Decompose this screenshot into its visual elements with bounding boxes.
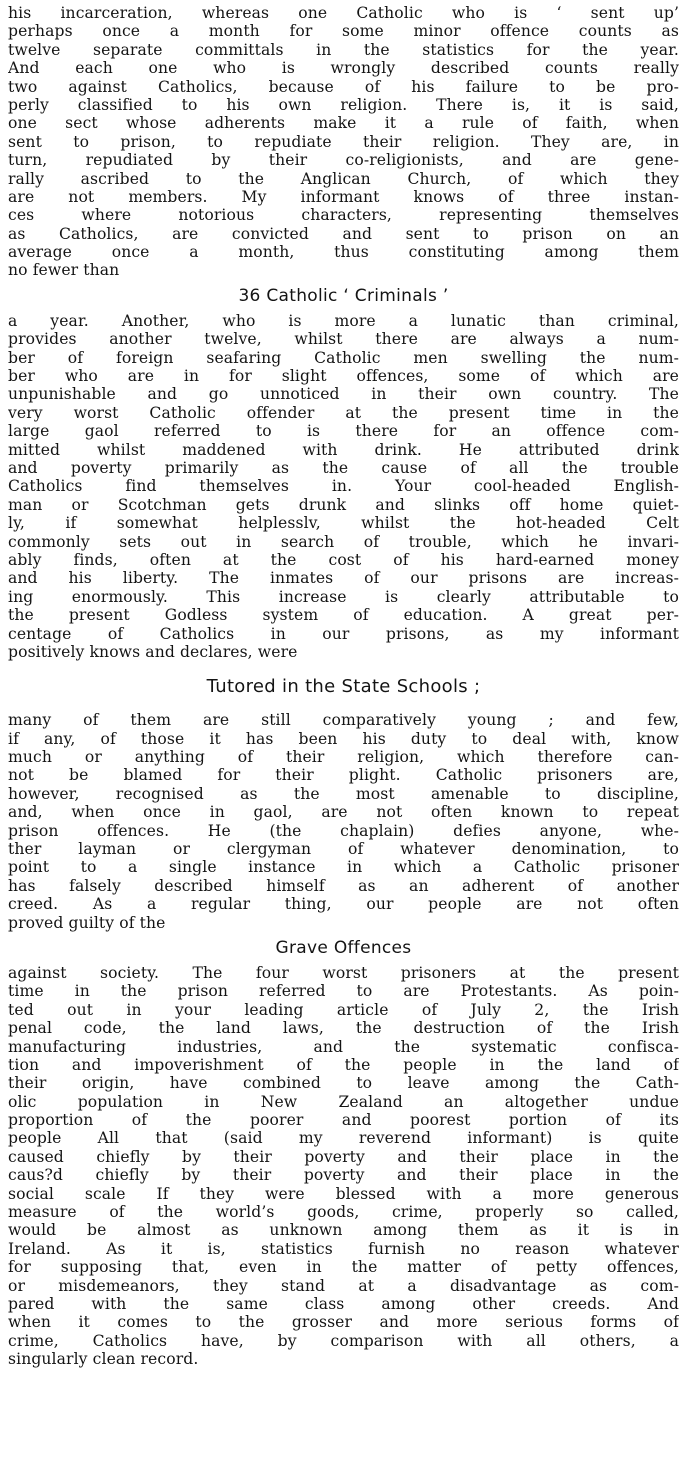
text-line: perly classified to his own religion. There is, it is said, bbox=[8, 95, 679, 114]
text-line: however, recognised as the most amenable to discipline, bbox=[8, 784, 679, 803]
text-line: mitted whilst maddened with drink. He attributed drink bbox=[8, 440, 679, 459]
text-line: are not members. My informant knows of three instan- bbox=[8, 187, 679, 206]
text-line: two against Catholics, because of his failure to be pro- bbox=[8, 77, 679, 96]
text-line: when it comes to the grosser and more serious forms of bbox=[8, 1313, 679, 1332]
text-line: twelve separate committals in the statistics for the year. bbox=[8, 40, 679, 59]
text-line: if any, of those it has been his duty to deal with, know bbox=[8, 729, 679, 748]
text-line: provides another twelve, whilst there are always a num- bbox=[8, 330, 679, 349]
article-paragraph bbox=[8, 4, 679, 280]
text-line: and his liberty. The inmates of our prisons are increas- bbox=[8, 569, 679, 588]
text-line: the present Godless system of education. A great per- bbox=[8, 606, 679, 625]
text-line: for supposing that, even in the matter of petty offences, bbox=[8, 1258, 679, 1277]
text-line: not be blamed for their plight. Catholic prisoners are, bbox=[8, 766, 679, 785]
text-line: commonly sets out in search of trouble, which he invari- bbox=[8, 532, 679, 551]
text-line: many of them are still comparatively young ; and few, bbox=[8, 711, 679, 730]
text-line: social scale If they were blessed with a more generous bbox=[8, 1184, 679, 1203]
text-line: caus?d chiefly by their poverty and their place in the bbox=[8, 1166, 679, 1185]
text-line: their origin, have combined to leave among the Cath- bbox=[8, 1074, 679, 1093]
text-line: singularly clean record. bbox=[8, 1350, 199, 1369]
text-line: his incarceration, whereas one Catholic who is ‘ sent up’ bbox=[8, 4, 679, 22]
text-line: tion and impoverishment of the people in the land of bbox=[8, 1055, 679, 1074]
text-line: and poverty primarily as the cause of all the trouble bbox=[8, 458, 679, 477]
text-line: ably finds, often at the cost of his hard-earned money bbox=[8, 550, 679, 569]
text-line: or misdemeanors, they stand at a disadvantage as com- bbox=[8, 1276, 679, 1295]
text-line: Ireland. As it is, statistics furnish no reason whatever bbox=[8, 1239, 679, 1258]
text-line: turn, repudiated by their co-religionists, and are gene- bbox=[8, 151, 679, 170]
text-line: manufacturing industries, and the systematic confisca- bbox=[8, 1037, 679, 1056]
text-line: sent to prison, to repudiate their religion. They are, in bbox=[8, 132, 679, 151]
text-line: would be almost as unknown among them as it is in bbox=[8, 1221, 679, 1240]
section-subheading: 36 Catholic ‘ Criminals ’ bbox=[238, 285, 449, 306]
article-paragraph bbox=[8, 964, 679, 1369]
text-line: And each one who is wrongly described counts really bbox=[8, 59, 679, 78]
text-line: ber of foreign seafaring Catholic men swelling the num- bbox=[8, 348, 679, 367]
text-line: people All that (said my reverend informant) is quite bbox=[8, 1129, 679, 1148]
text-line: positively knows and declares, were bbox=[8, 642, 298, 661]
text-line: ther layman or clergyman of whatever denomination, to bbox=[8, 840, 679, 859]
text-line: point to a single instance in which a Catholic prisoner bbox=[8, 858, 679, 877]
text-line: time in the prison referred to are Protestants. As poin- bbox=[8, 982, 679, 1001]
section-subheading: Tutored in the State Schools ; bbox=[206, 676, 481, 698]
text-line: ces where notorious characters, representing themselves bbox=[8, 206, 679, 225]
text-line: prison offences. He (the chaplain) defies anyone, whe- bbox=[8, 821, 679, 840]
text-line: a year. Another, who is more a lunatic than criminal, bbox=[8, 311, 679, 330]
text-line: penal code, the land laws, the destruction of the Irish bbox=[8, 1019, 679, 1038]
text-line: large gaol referred to is there for an offence com- bbox=[8, 422, 679, 441]
text-line: measure of the world’s goods, crime, properly so called, bbox=[8, 1203, 679, 1222]
text-line: no fewer than bbox=[8, 261, 120, 280]
article-column bbox=[8, 4, 679, 1369]
text-line: creed. As a regular thing, our people are not often bbox=[8, 895, 679, 914]
article-paragraph bbox=[8, 711, 679, 932]
text-line: ber who are in for slight offences, some of which are bbox=[8, 367, 679, 386]
text-line: ted out in your leading article of July 2, the Irish bbox=[8, 1000, 679, 1019]
text-line: very worst Catholic offender at the present time in the bbox=[8, 403, 679, 422]
text-line: caused chiefly by their poverty and their place in the bbox=[8, 1147, 679, 1166]
text-line: proportion of the poorer and poorest portion of its bbox=[8, 1111, 679, 1130]
text-line: olic population in New Zealand an altogether undue bbox=[8, 1092, 679, 1111]
text-line: centage of Catholics in our prisons, as my informant bbox=[8, 624, 679, 643]
text-line: pared with the same class among other creeds. And bbox=[8, 1295, 679, 1313]
text-line: much or anything of their religion, which therefore can- bbox=[8, 748, 679, 767]
text-line: rally ascribed to the Anglican Church, of which they bbox=[8, 169, 679, 188]
text-line: ly, if somewhat helplesslv, whilst the hot-headed Celt bbox=[8, 514, 679, 533]
section-subheading: Grave Offences bbox=[275, 937, 412, 958]
text-line: and, when once in gaol, are not often known to repeat bbox=[8, 803, 679, 822]
text-line: Catholics find themselves in. Your cool-headed English- bbox=[8, 477, 679, 496]
text-line: ing enormously. This increase is clearly attributable to bbox=[8, 587, 679, 606]
text-line: man or Scotchman gets drunk and slinks off home quiet- bbox=[8, 495, 679, 514]
text-line: as Catholics, are convicted and sent to prison on an bbox=[8, 224, 679, 243]
text-line: perhaps once a month for some minor offence counts as bbox=[8, 22, 679, 41]
text-line: unpunishable and go unnoticed in their own country. The bbox=[8, 385, 679, 404]
article-paragraph bbox=[8, 312, 679, 661]
text-line: one sect whose adherents make it a rule of faith, when bbox=[8, 114, 679, 133]
text-line: crime, Catholics have, by comparison with all others, a bbox=[8, 1331, 679, 1350]
text-line: average once a month, thus constituting among them bbox=[8, 243, 679, 262]
text-line: against society. The four worst prisoners at the present bbox=[8, 963, 679, 982]
text-line: has falsely described himself as an adherent of another bbox=[8, 876, 679, 895]
text-line: proved guilty of the bbox=[8, 913, 166, 932]
